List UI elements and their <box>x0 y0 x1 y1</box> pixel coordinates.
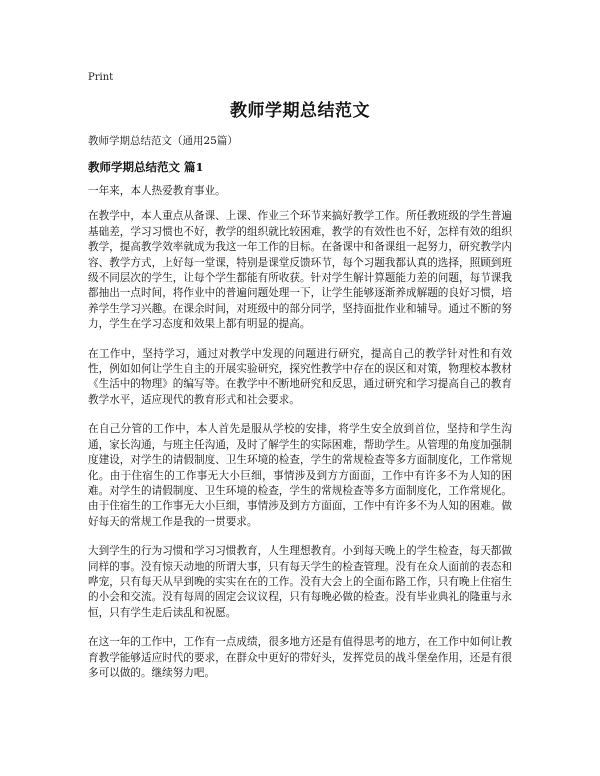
paragraph-conclusion: 在这一年的工作中，工作有一点成绩，很多地方还是有值得思考的地方，在工作中如何让教育教学能够适应时代的要求，在群众中更好的带好头，发挥党员的战斗堡垒作用，还是有很多可以做的。继续努力吧。 <box>88 636 512 679</box>
paragraph-management: 在自己分管的工作中，本人首先是服从学校的安排，将学生安全放到首位，坚持和学生沟通，家长沟通，与班主任沟通，及时了解学生的实际困难，帮助学生。从管理的角度加强制度建设，对学生的请假制度、卫生环境的检查，学生的常规检查等多方面制度化，工作常规化。由于住宿生的工作事无大小巨细，事情涉及到方方面面，工作中有许多不为人知的困难。对学生的请假制度、卫生环境的检查，学生的常规检查等多方面制度化，工作常规化。由于住宿生的工作事无大小巨细，事情涉及到方方面面，工作中有许多不为人知的困难。做好每天的常规工作是我的一贯要求。 <box>88 423 512 528</box>
section-heading: 教师学期总结范文 篇1 <box>88 160 204 174</box>
document-subtitle: 教师学期总结范文（通用25篇） <box>88 135 238 147</box>
print-label: Print <box>88 72 114 83</box>
body-text <box>88 184 512 695</box>
paragraph-intro: 一年来，本人热爱教育事业。 <box>88 185 226 197</box>
paragraph-teaching: 在教学中，本人重点从备课、上课、作业三个环节来搞好教学工作。所任教班级的学生普遍基础差，学习习惯也不好，教学的组织就比较困难，教学的有效性也不好，怎样有效的组织教学，提高教学效率就成为我这一年工作的目标。在备课中和备课组一起努力，研究教学内容、教学方式，上好每一堂课，特别是课堂反馈环节，每个习题我都认真的选择，照顾到班级不同层次的学生，让每个学生都能有所收获。针对学生解计算题能力差的问题，每节课我都抽出一点时间，将作业中的普遍问题处理一下，让学生能够逐渐养成解题的良好习惯，培养学生学习兴趣。在课余时间，对班级中的部分同学，坚持面批作业和辅导。通过不断的努力，学生在学习态度和效果上都有明显的提高。 <box>88 210 512 331</box>
paragraph-research: 在工作中，坚持学习，通过对教学中发现的问题进行研究，提高自己的教学针对性和有效性，例如如何让学生自主的开展实验研究，探究性教学中存在的误区和对策，物理校本教材《生活中的物理》的编写等。在教学中不断地研究和反思，通过研究和学习提高自己的教育教学水平，适应现代的教育形式和社会要求。 <box>88 347 512 406</box>
paragraph-daily-routine: 大到学生的行为习惯和学习习惯教育，人生理想教育。小到每天晚上的学生检查，每天都做同样的事。没有惊天动地的所谓大事，只有每天学生的检查管理。没有在众人面前的表态和哗宠，只有每天从早到晚的实实在在的工作。没有大会上的全面布路工作，只有晚上住宿生的小会和交流。没有每周的固定会议议程，只有每晚必做的检查。没有毕业典礼的隆重与永恒，只有学生走后读乱和祝愿。 <box>88 545 512 619</box>
page-title: 教师学期总结范文 <box>230 101 370 121</box>
